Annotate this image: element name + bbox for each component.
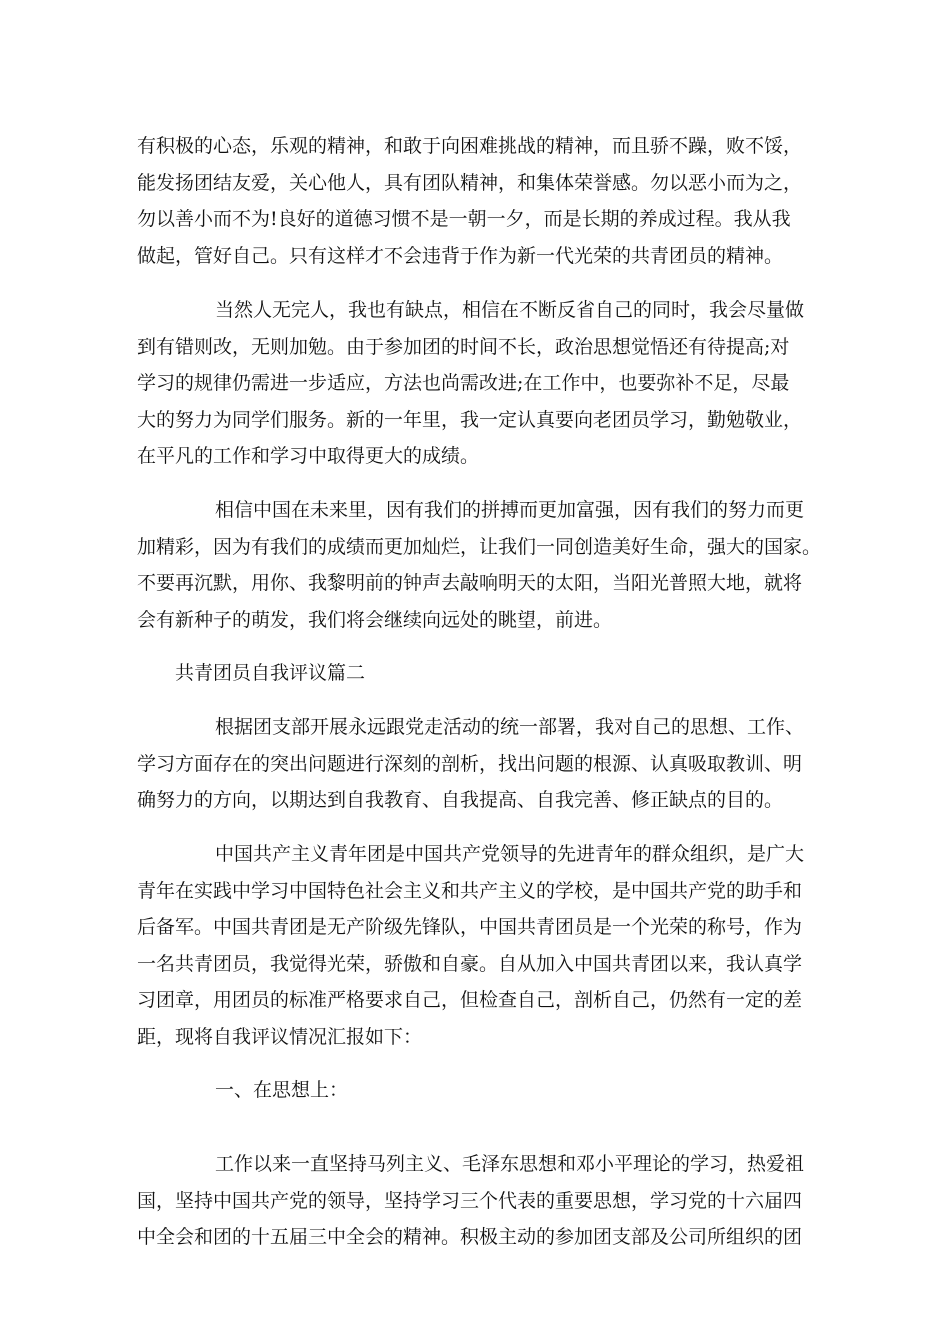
section-heading: 共青团员自我评议篇二 — [175, 662, 366, 684]
text-line: 当然人无完人，我也有缺点，相信在不断反省自己的同时，我会尽量做 — [215, 299, 805, 321]
text-line: 做起，管好自己。只有这样才不会违背于作为新一代光荣的共青团员的精神。 — [137, 244, 784, 267]
text-line: 在平凡的工作和学习中取得更大的成绩。 — [137, 445, 480, 467]
subheading: 一、在思想上： — [215, 1079, 349, 1101]
text-line: 一名共青团员，我觉得光荣，骄傲和自豪。自从加入中国共青团以来，我认真学 — [137, 952, 803, 975]
text-line: 学习的规律仍需进一步适应，方法也尚需改进;在工作中，也要弥补不足，尽最 — [137, 372, 790, 394]
text-line: 中国共产主义青年团是中国共产党领导的先进青年的群众组织，是广大 — [215, 843, 805, 865]
text-line: 工作以来一直坚持马列主义、毛泽东思想和邓小平理论的学习，热爱祖 — [215, 1153, 805, 1175]
text-line: 学习方面存在的突出问题进行深刻的剖析，找出问题的根源、认真吸取教训、明 — [137, 752, 803, 775]
text-line: 到有错则改，无则加勉。由于参加团的时间不长，政治思想觉悟还有待提高;对 — [137, 335, 790, 358]
text-line: 大的努力为同学们服务。新的一年里，我一定认真要向老团员学习，勤勉敬业， — [137, 408, 803, 431]
subheading-block — [137, 1072, 817, 1109]
text-line: 勿以善小而不为!良好的道德习惯不是一朝一夕，而是长期的养成过程。我从我 — [137, 208, 791, 230]
text-line: 确努力的方向，以期达到自我教育、自我提高、自我完善、修正缺点的目的。 — [137, 789, 784, 811]
text-line: 不要再沉默，用你、我黎明前的钟声去敲响明天的太阳，当阳光普照大地，就将 — [137, 572, 803, 594]
text-line: 能发扬团结友爱，关心他人，具有团队精神，和集体荣誉感。勿以恶小而为之， — [137, 171, 803, 194]
text-line: 相信中国在未来里，因有我们的拼搏而更加富强，因有我们的努力而更 — [215, 499, 805, 521]
text-line: 后备军。中国共青团是无产阶级先锋队，中国共青团员是一个光荣的称号，作为 — [137, 916, 803, 938]
paragraph-5 — [137, 836, 817, 1055]
paragraph-1 — [137, 128, 817, 274]
paragraph-6 — [137, 1146, 817, 1256]
text-line: 会有新种子的萌发，我们将会继续向远处的眺望，前进。 — [137, 608, 613, 631]
text-line: 习团章，用团员的标准严格要求自己，但检查自己，剖析自己，仍然有一定的差 — [137, 989, 803, 1011]
text-line: 中全会和团的十五届三中全会的精神。积极主动的参加团支部及公司所组织的团 — [137, 1226, 803, 1248]
section-heading-block — [137, 655, 817, 692]
text-line: 加精彩，因为有我们的成绩而更加灿烂，让我们一同创造美好生命，强大的国家。 — [137, 535, 822, 558]
paragraph-4 — [137, 709, 817, 819]
text-line: 距，现将自我评议情况汇报如下： — [137, 1025, 423, 1048]
text-line: 根据团支部开展永远跟党走活动的统一部署，我对自己的思想、工作、 — [215, 716, 805, 738]
paragraph-2 — [137, 292, 817, 475]
paragraph-3 — [137, 492, 822, 638]
text-line: 国，坚持中国共产党的领导，坚持学习三个代表的重要思想，学习党的十六届四 — [137, 1189, 803, 1212]
text-line: 青年在实践中学习中国特色社会主义和共产主义的学校，是中国共产党的助手和 — [137, 879, 803, 902]
text-line: 有积极的心态，乐观的精神，和敢于向困难挑战的精神，而且骄不躁，败不馁， — [137, 135, 803, 157]
